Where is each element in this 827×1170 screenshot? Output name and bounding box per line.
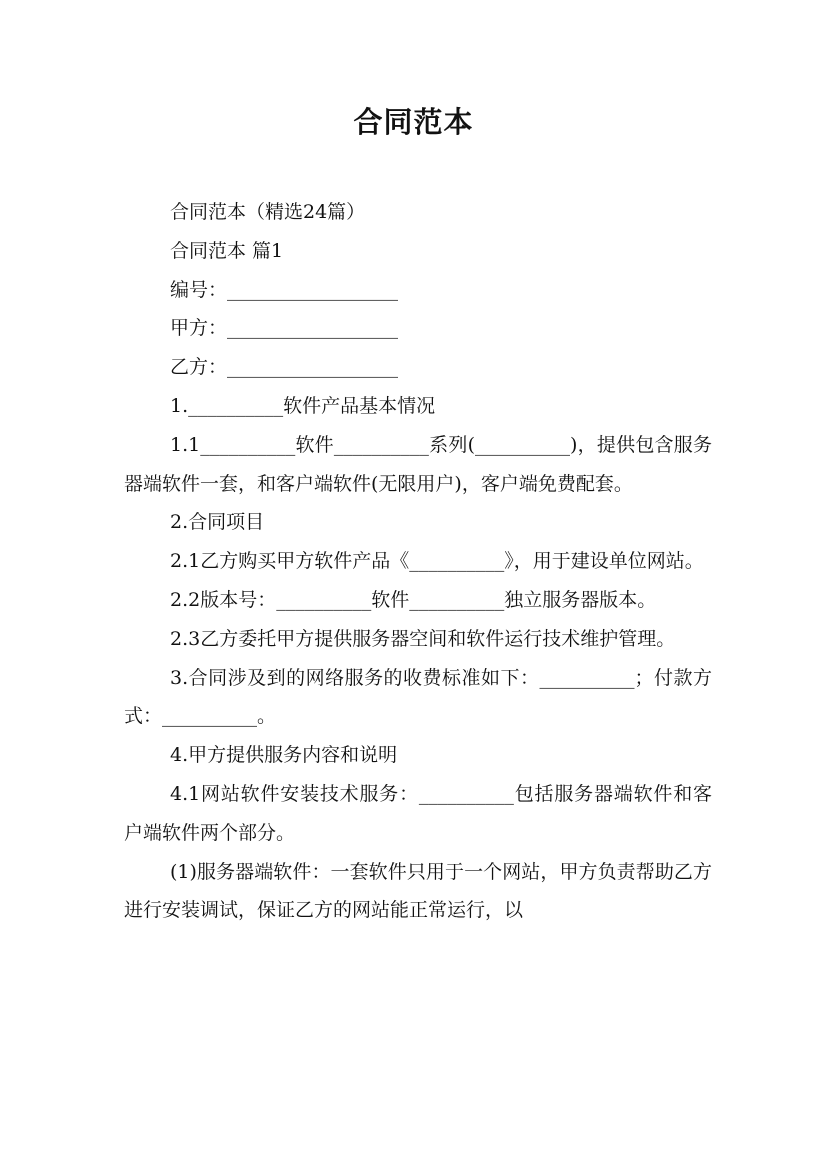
paragraph-subtitle: 合同范本（精选24篇） xyxy=(170,201,366,223)
paragraph-clause-4-1-1: (1)服务器端软件：一套软件只用于一个网站，甲方负责帮助乙方进行安装调试，保证乙方的网站能正常运行，以 xyxy=(124,860,712,922)
paragraph-clause-2: 2.合同项目 xyxy=(170,511,265,534)
document-body xyxy=(124,193,712,930)
paragraph-clause-1: 1.__________软件产品基本情况 xyxy=(170,394,436,417)
paragraph-clause-4-1: 4.1网站软件安装技术服务：__________包括服务器端软件和客户端软件两个部分。 xyxy=(124,782,712,844)
paragraph-clause-2-3: 2.3乙方委托甲方提供服务器空间和软件运行技术维护管理。 xyxy=(170,627,676,650)
paragraph-number-field: 编号：__________________ xyxy=(170,278,399,301)
paragraph-clause-4: 4.甲方提供服务内容和说明 xyxy=(170,744,398,767)
document-title: 合同范本 xyxy=(353,105,474,139)
paragraph-clause-2-1: 2.1乙方购买甲方软件产品《__________》，用于建设单位网站。 xyxy=(170,550,704,573)
paragraph-clause-2-2: 2.2版本号：__________软件__________独立服务器版本。 xyxy=(170,588,657,611)
paragraph-clause-1-1: 1.1__________软件__________系列(__________)，提供包含服务器端软件一套，和客户端软件(无限用户)，客户端免费配套。 xyxy=(124,433,712,495)
paragraph-section-heading: 合同范本 篇1 xyxy=(170,239,284,262)
paragraph-clause-3: 3.合同涉及到的网络服务的收费标准如下：__________；付款方式：__________。 xyxy=(124,666,712,728)
paragraph-party-b-field: 乙方：__________________ xyxy=(170,356,399,379)
paragraph-party-a-field: 甲方：__________________ xyxy=(170,317,399,340)
